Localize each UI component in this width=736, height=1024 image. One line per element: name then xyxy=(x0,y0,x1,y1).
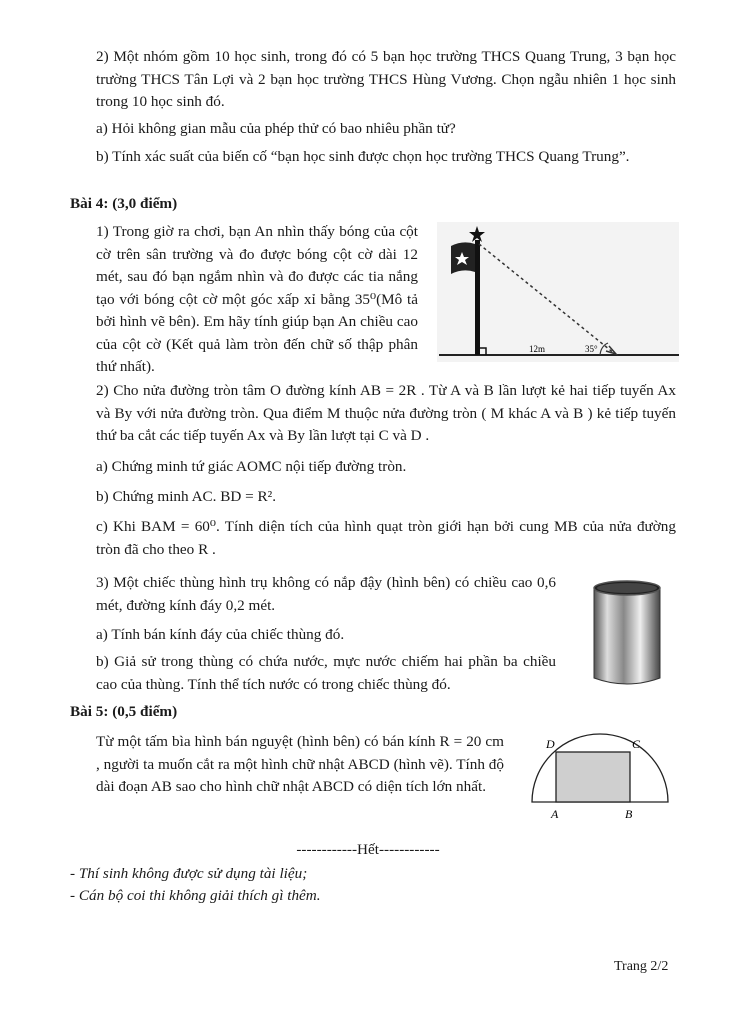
bai4-q2c: c) Khi BAM = 60⁰. Tính diện tích của hình quạt tròn giới hạn bởi cung MB của nửa đường tròn đã cho theo R . xyxy=(96,518,676,558)
label-C: C xyxy=(632,737,641,751)
bai4-q3b: b) Giả sử trong thùng có chứa nước, mực nước chiếm hai phần ba chiều cao của thùng. Tính thể tích nước có trong chiếc thùng đó. xyxy=(96,653,556,693)
flagpole-figure xyxy=(437,222,679,362)
label-B: B xyxy=(625,807,633,821)
note-2: - Cán bộ coi thi không giải thích gì thêm. xyxy=(70,887,321,904)
bai3-q2b: b) Tính xác suất của biến cố “bạn học sinh được chọn học trường THCS Quang Trung”. xyxy=(96,148,630,165)
bai4-q2b: b) Chứng minh AC. BD = R². xyxy=(96,488,276,505)
angle-label: 35° xyxy=(585,344,598,354)
bai3-q2: 2) Một nhóm gồm 10 học sinh, trong đó có 5 bạn học trường THCS Quang Trung, 3 bạn học trường THCS Tân Lợi và 2 bạn học trường THCS Hùng Vương. Chọn ngẫu nhiên 1 học sinh trong 10 học sinh đó. xyxy=(96,48,676,110)
bai5-heading: Bài 5: (0,5 điểm) xyxy=(70,703,178,720)
pole xyxy=(475,240,480,355)
bai4-q3a: a) Tính bán kính đáy của chiếc thùng đó. xyxy=(96,626,345,643)
bai5-text: Từ một tấm bìa hình bán nguyệt (hình bên) có bán kính R = 20 cm , người ta muốn cắt ra một hình chữ nhật ABCD (hình vẽ). Tính độ dài đoạn AB sao cho hình chữ nhật ABCD có diện tích lớn nhất. xyxy=(96,733,504,795)
end-marker: ------------Hết------------ xyxy=(296,841,440,858)
label-A: A xyxy=(551,807,559,821)
page-number: Trang 2/2 xyxy=(614,959,669,974)
bai4-q3: 3) Một chiếc thùng hình trụ không có nắp đậy (hình bên) có chiều cao 0,6 mét, đường kính đáy 0,2 mét. xyxy=(96,574,556,614)
label-D: D xyxy=(546,737,555,751)
bai4-heading: Bài 4: (3,0 điểm) xyxy=(70,195,178,212)
semicircle-figure xyxy=(526,735,676,821)
cylinder-bin-figure xyxy=(588,578,666,690)
bai3-q2a: a) Hỏi không gian mẫu của phép thử có bao nhiêu phần tử? xyxy=(96,120,456,137)
note-1: - Thí sinh không được sử dụng tài liệu; xyxy=(70,865,308,882)
bai4-q2: 2) Cho nửa đường tròn tâm O đường kính AB = 2R . Từ A và B lần lượt kẻ hai tiếp tuyến Ax và By với nửa đường tròn. Qua điểm M thuộc nửa đường tròn ( M khác A và B ) kẻ tiếp tuyến thứ ba cắt các tiếp tuyến Ax và By lần lượt tại C và D . xyxy=(96,382,676,444)
bai4-q2a: a) Chứng minh tứ giác AOMC nội tiếp đường tròn. xyxy=(96,458,407,475)
shadow-label: 12m xyxy=(529,344,546,354)
bai4-q1: 1) Trong giờ ra chơi, bạn An nhìn thấy bóng của cột cờ trên sân trường và đo được bóng cột cờ dài 12 mét, sau đó bạn ngắm nhìn và đo được các tia nắng tạo với bóng cột cờ một góc xấp xỉ bằng 35⁰(Mô tả bởi hình vẽ bên). Em hãy tính giúp bạn An chiều cao của cột cờ (Kết quả làm tròn đến chữ số thập phân thứ nhất). xyxy=(96,223,418,375)
